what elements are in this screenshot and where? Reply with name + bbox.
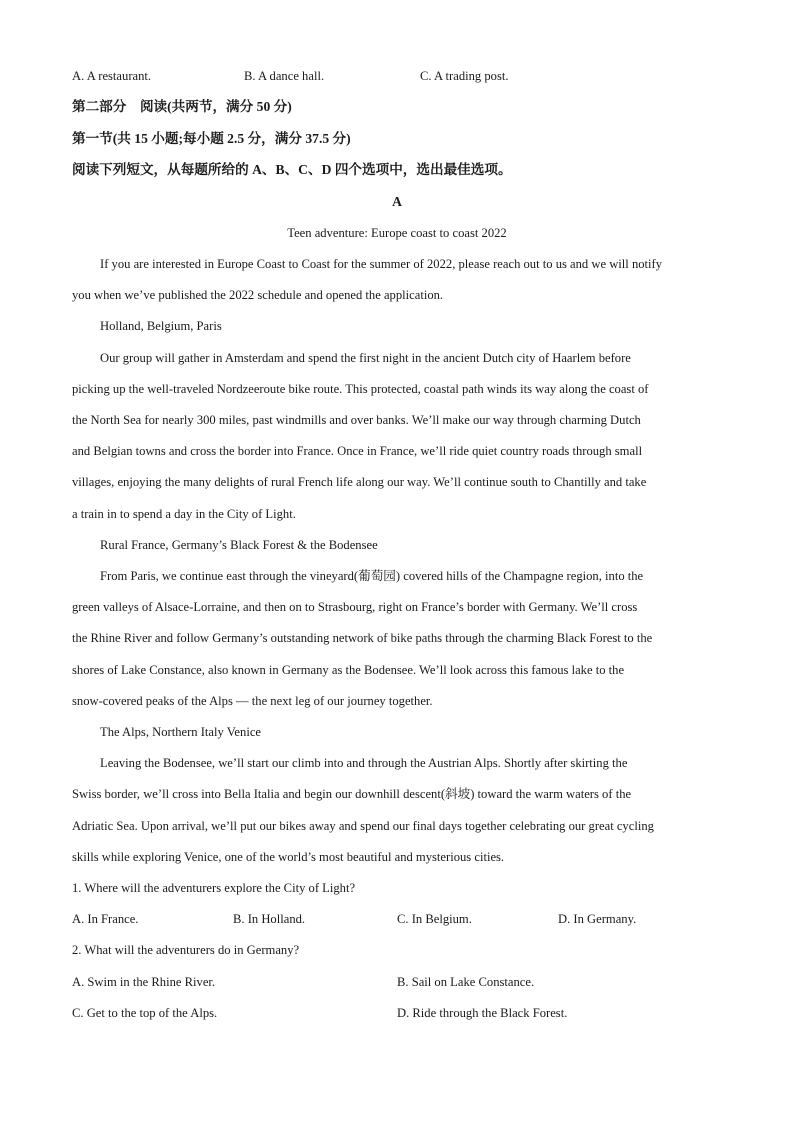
passage-letter: A (392, 194, 402, 209)
paragraph-line: a train in to spend a day in the City of Light. (72, 507, 296, 521)
q2-option-b: B. Sail on Lake Constance. (397, 975, 535, 989)
paragraph-line: From Paris, we continue east through the vineyard(葡萄园) covered hills of the Champagne region, into the (100, 569, 644, 583)
paragraph-line: the North Sea for nearly 300 miles, past windmills and over banks. We’ll make our way through charming Dutch (72, 413, 641, 427)
paragraph-line: shores of Lake Constance, also known in Germany as the Bodensee. We’ll look across this famous lake to the (72, 663, 625, 677)
q2-option-c: C. Get to the top of the Alps. (72, 1006, 218, 1020)
paragraph-line: Our group will gather in Amsterdam and spend the first night in the ancient Dutch city of Haarlem before (100, 351, 631, 365)
passage-title: Teen adventure: Europe coast to coast 2022 (287, 226, 507, 240)
section-heading-holland: Holland, Belgium, Paris (100, 319, 222, 333)
paragraph-line: skills while exploring Venice, one of the world’s most beautiful and mysterious cities. (72, 850, 505, 864)
q1-option-a: A. In France. (72, 912, 139, 926)
paragraph-line: you when we’ve published the 2022 schedule and opened the application. (72, 288, 444, 302)
q1-option-b: B. In Holland. (233, 912, 306, 926)
section-heading-france: Rural France, Germany’s Black Forest & the Bodensee (100, 538, 378, 552)
paragraph-line: and Belgian towns and cross the border into France. Once in France, we’ll ride quiet country roads through small (72, 444, 643, 458)
paragraph-line: snow-covered peaks of the Alps — the next leg of our journey together. (72, 694, 433, 708)
paragraph-line: green valleys of Alsace-Lorraine, and then on to Strasbourg, right on France’s border with Germany. We’ll cross (72, 600, 638, 614)
q2-option-d: D. Ride through the Black Forest. (397, 1006, 568, 1020)
section-heading-alps: The Alps, Northern Italy Venice (100, 725, 261, 739)
instruction: 阅读下列短文，从每题所给的 A、B、C、D 四个选项中，选出最佳选项。 (72, 162, 512, 177)
paragraph-line: Swiss border, we’ll cross into Bella Italia and begin our downhill descent(斜坡) toward the warm waters of the (72, 787, 632, 801)
prev-option-a: A. A restaurant. (72, 69, 152, 83)
prev-option-c: C. A trading post. (420, 69, 509, 83)
paragraph-line: If you are interested in Europe Coast to Coast for the summer of 2022, please reach out to us and we will notify (100, 257, 663, 271)
paragraph-line: Adriatic Sea. Upon arrival, we’ll put our bikes away and spend our final days together celebrating our great cycling (72, 819, 654, 833)
paragraph-line: picking up the well-traveled Nordzeeroute bike route. This protected, coastal path winds its way along the coast of (72, 382, 649, 396)
question-stem-1: 1. Where will the adventurers explore the City of Light? (72, 881, 356, 895)
section-heading: 第二部分 阅读(共两节，满分 50 分) (72, 99, 292, 114)
q1-option-c: C. In Belgium. (397, 912, 472, 926)
q1-option-d: D. In Germany. (558, 912, 637, 926)
prev-option-b: B. A dance hall. (244, 69, 325, 83)
q2-option-a: A. Swim in the Rhine River. (72, 975, 216, 989)
paragraph-line: the Rhine River and follow Germany’s outstanding network of bike paths through the charming Black Forest to the (72, 631, 653, 645)
question-stem-2: 2. What will the adventurers do in Germany? (72, 943, 300, 957)
paragraph-line: Leaving the Bodensee, we’ll start our climb into and through the Austrian Alps. Shortly after skirting the (100, 756, 628, 770)
paragraph-line: villages, enjoying the many delights of rural French life along our way. We’ll continue south to Chantilly and take (72, 475, 647, 489)
subsection-heading: 第一节(共 15 小题;每小题 2.5 分，满分 37.5 分) (72, 131, 351, 146)
